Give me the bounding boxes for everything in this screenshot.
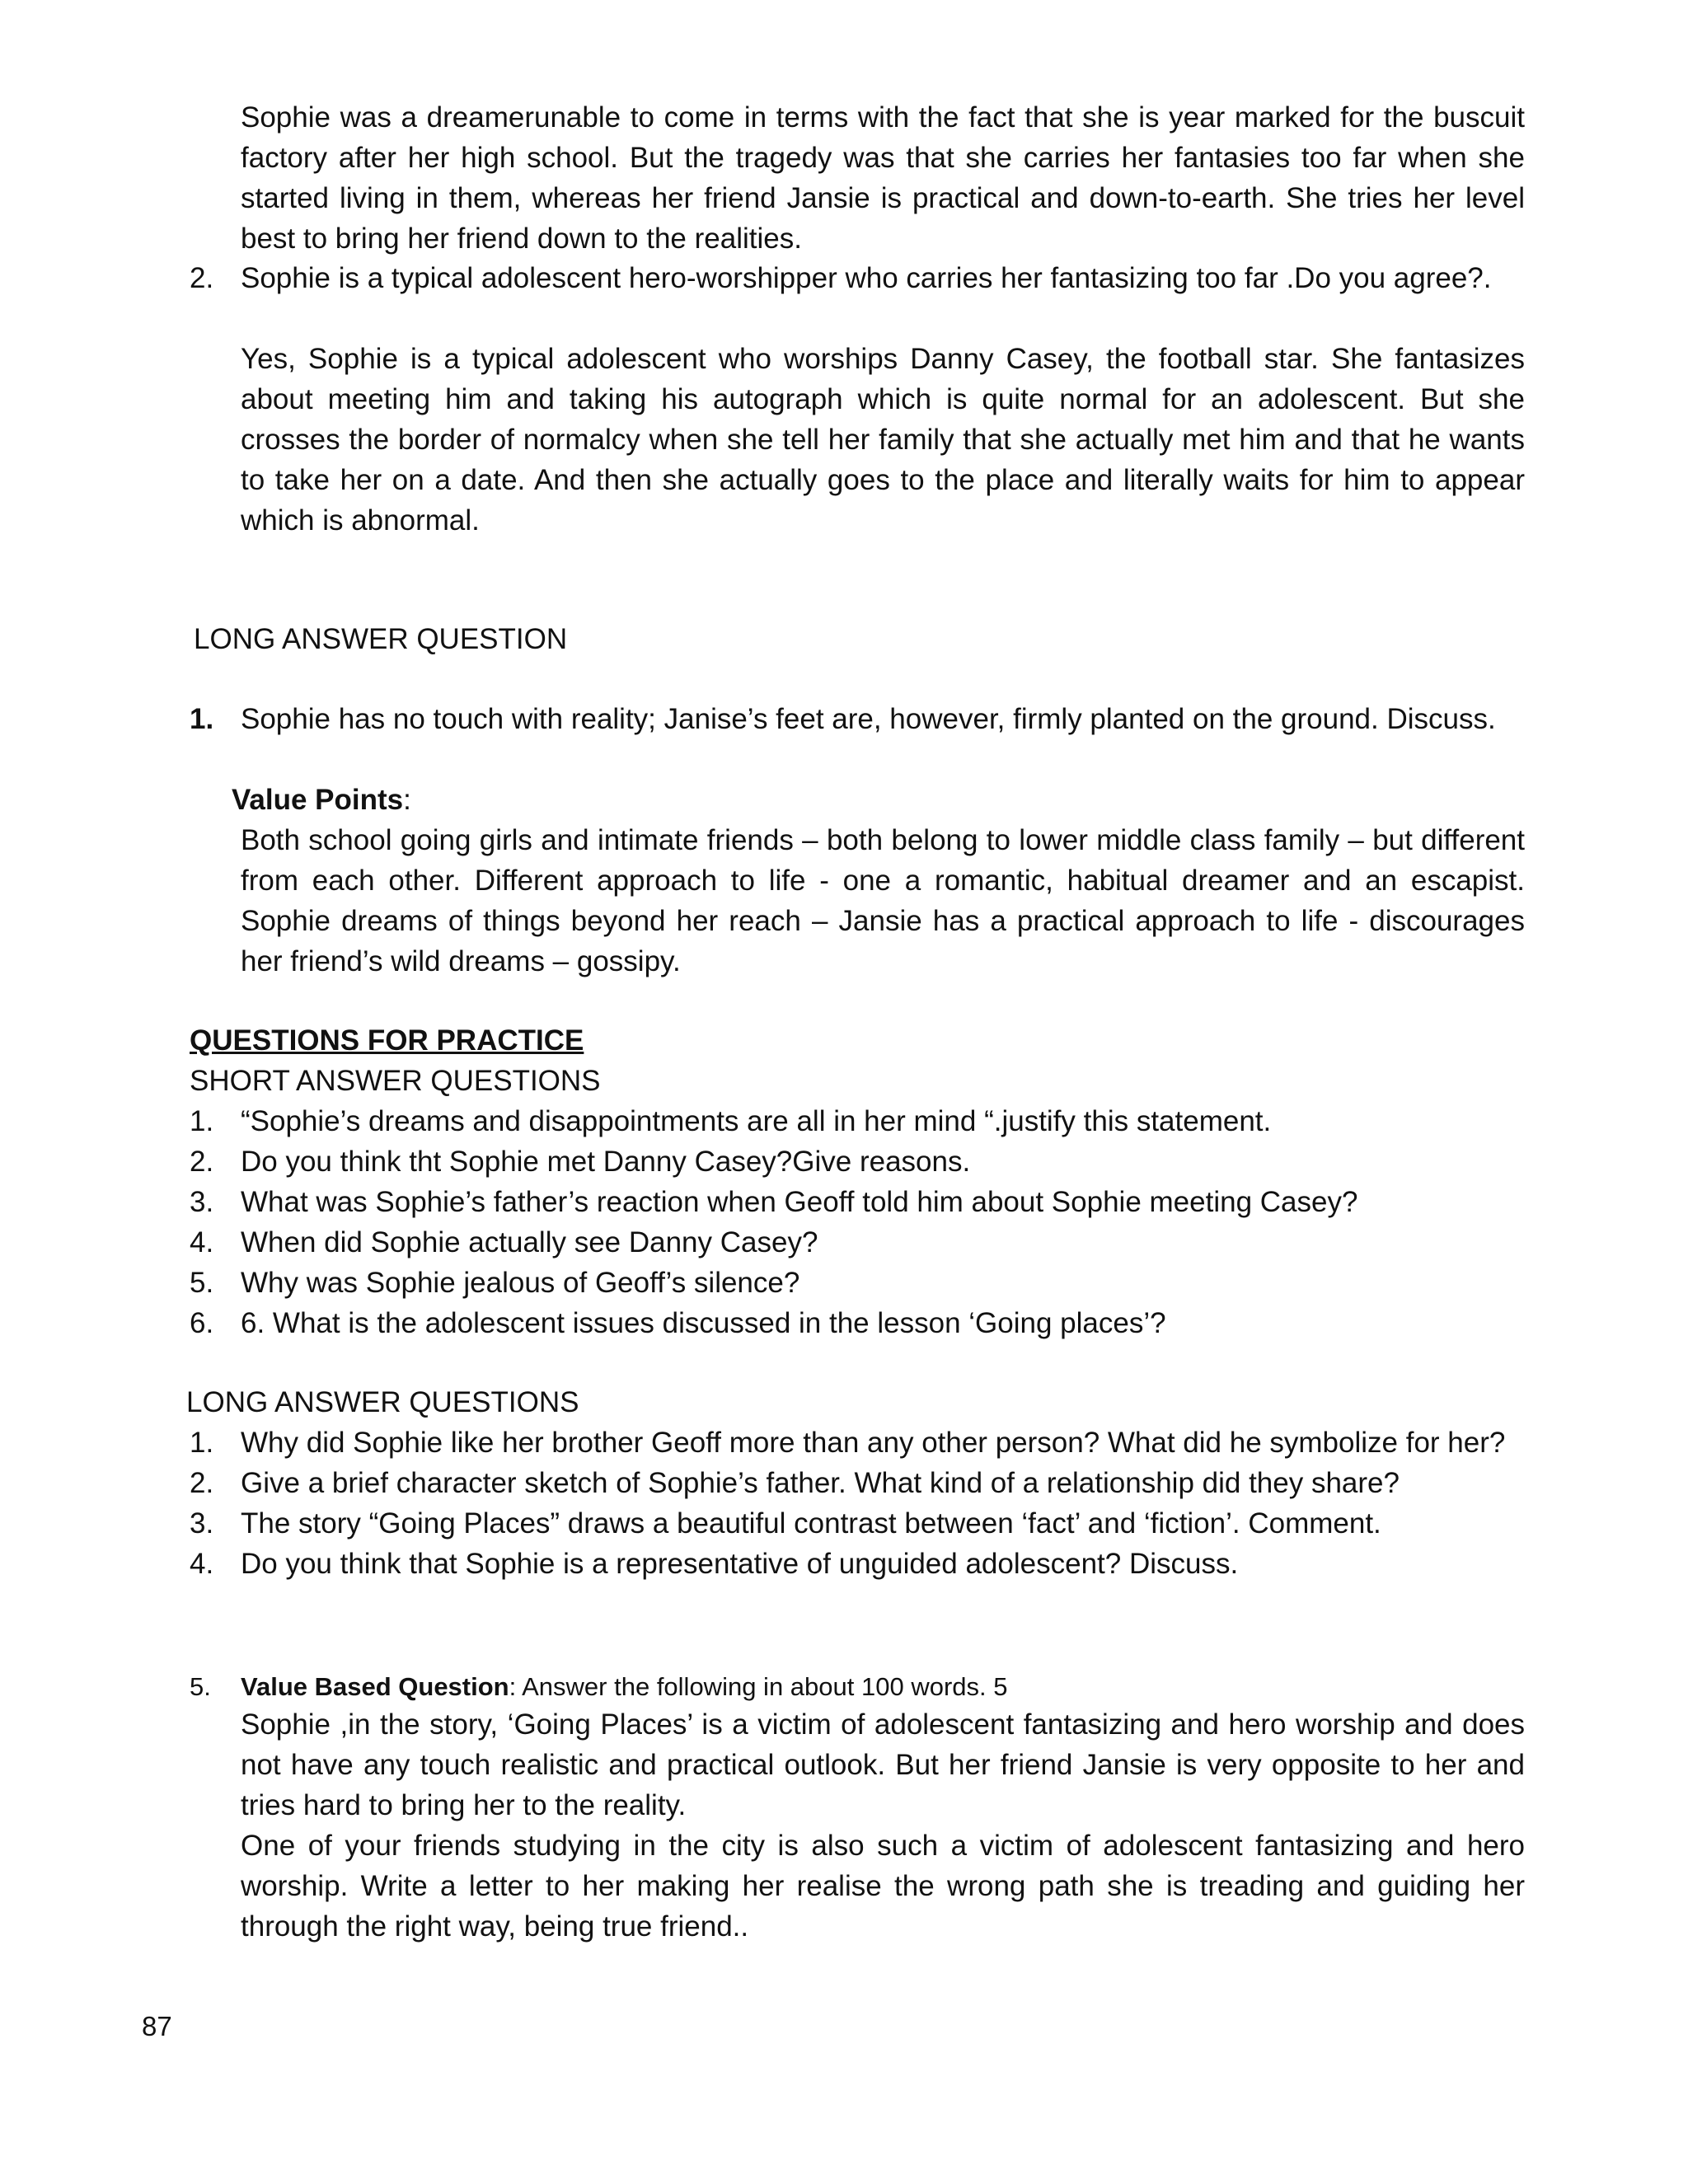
value-based-question-line: [190, 1666, 1007, 1707]
page-number: 87: [142, 2011, 172, 2041]
item-number: 3.: [190, 1186, 214, 1218]
value-points-label: Value Points: [232, 784, 404, 816]
long-questions-list: [190, 1422, 1525, 1584]
item-text: When did Sophie actually see Danny Casey?: [241, 1226, 818, 1258]
value-points-colon: :: [403, 784, 411, 816]
long-answer-questions-heading: LONG ANSWER QUESTIONS: [186, 1386, 579, 1418]
question-text: Sophie is a typical adolescent hero-worshipper who carries her fantasizing too far .Do you agree?.: [241, 262, 1492, 294]
item-text: The story “Going Places” draws a beautiful contrast between ‘fact’ and ‘fiction’. Comment.: [241, 1507, 1381, 1540]
short-questions-list: [190, 1101, 1525, 1343]
long-question-1: [190, 699, 1525, 739]
item-number: 2.: [190, 1467, 214, 1499]
item-number: 4.: [190, 1548, 214, 1580]
item-number: 5.: [190, 1267, 214, 1299]
item-text: Do you think tht Sophie met Danny Casey?Give reasons.: [241, 1146, 971, 1178]
long-answer-heading: LONG ANSWER QUESTION: [194, 623, 568, 655]
item-number: 6.: [190, 1307, 214, 1339]
value-based-paragraph-2: One of your friends studying in the city is also such a victim of adolescent fantasizing and hero worship. Write a letter to her making her realise the wrong path she is treading and guiding her through the right way, being true friend..: [241, 1830, 1525, 1943]
list-item: [190, 1182, 1525, 1222]
item-number: 2.: [190, 1146, 214, 1178]
item-number: 5.: [190, 1672, 211, 1701]
item-text: What was Sophie’s father’s reaction when Geoff told him about Sophie meeting Casey?: [241, 1186, 1358, 1218]
practice-heading: QUESTIONS FOR PRACTICE: [190, 1024, 584, 1057]
value-based-paragraph-1: Sophie ,in the story, ‘Going Places’ is a victim of adolescent fantasizing and hero worship and does not have any touch realistic and practical outlook. But her friend Jansie is very opposite to her and tries hard to bring her to the reality.: [241, 1708, 1525, 1821]
item-text: 6. What is the adolescent issues discussed in the lesson ‘Going places’?: [241, 1307, 1166, 1339]
item-number: 1.: [190, 1427, 214, 1459]
list-item: [190, 1503, 1525, 1544]
item-text: Give a brief character sketch of Sophie’s father. What kind of a relationship did they share?: [241, 1467, 1400, 1499]
list-item: [190, 1222, 1525, 1263]
item-number: 4.: [190, 1226, 214, 1258]
intro-paragraph: Sophie was a dreamerunable to come in terms with the fact that she is year marked for the buscuit factory after her high school. But the tragedy was that she carries her fantasies too far when she started living in them, whereas her friend Jansie is practical and down-to-earth. She tries her level best to bring her friend down to the realities.: [241, 101, 1525, 255]
item-text: “Sophie’s dreams and disappointments are all in her mind “.justify this statement.: [241, 1105, 1272, 1137]
item-number: 1.: [190, 1105, 214, 1137]
list-item: [190, 1422, 1525, 1463]
list-item: [190, 1544, 1525, 1584]
question-number: 1.: [190, 703, 214, 735]
item-text: Why was Sophie jealous of Geoff’s silence?: [241, 1267, 800, 1299]
question-2-answer: Yes, Sophie is a typical adolescent who worships Danny Casey, the football star. She fantasizes about meeting him and taking his autograph which is quite normal for an adolescent. But she crosses the border of normalcy when she tell her family that she actually met him and that he wants to take her on a date. And then she actually goes to the place and literally waits for him to appear which is abnormal.: [241, 343, 1525, 537]
list-item: [190, 1463, 1525, 1503]
question-number: 2.: [190, 262, 214, 294]
list-item: [190, 1141, 1525, 1182]
value-points-text: Both school going girls and intimate friends – both belong to lower middle class family – but different from each other. Different approach to life - one a romantic, habitual dreamer and an escapist. Sophie dreams of things beyond her reach – Jansie has a practical approach to life - discourages her friend’s wild dreams – gossipy.: [241, 824, 1525, 977]
item-text: Why did Sophie like her brother Geoff more than any other person? What did he symbolize for her?: [241, 1427, 1506, 1459]
short-answer-heading: SHORT ANSWER QUESTIONS: [190, 1065, 601, 1097]
list-item: [190, 1263, 1525, 1303]
item-text: Do you think that Sophie is a representative of unguided adolescent? Discuss.: [241, 1548, 1239, 1580]
list-item: [190, 1101, 1525, 1141]
value-points-heading: [232, 780, 411, 820]
question-2: [190, 258, 1525, 298]
list-item: [190, 1303, 1525, 1343]
item-number: 3.: [190, 1507, 214, 1540]
value-based-instruction: : Answer the following in about 100 words. 5: [509, 1672, 1008, 1701]
value-based-label: Value Based Question: [241, 1672, 509, 1701]
question-text: Sophie has no touch with reality; Janise’s feet are, however, firmly planted on the ground. Discuss.: [241, 703, 1496, 735]
